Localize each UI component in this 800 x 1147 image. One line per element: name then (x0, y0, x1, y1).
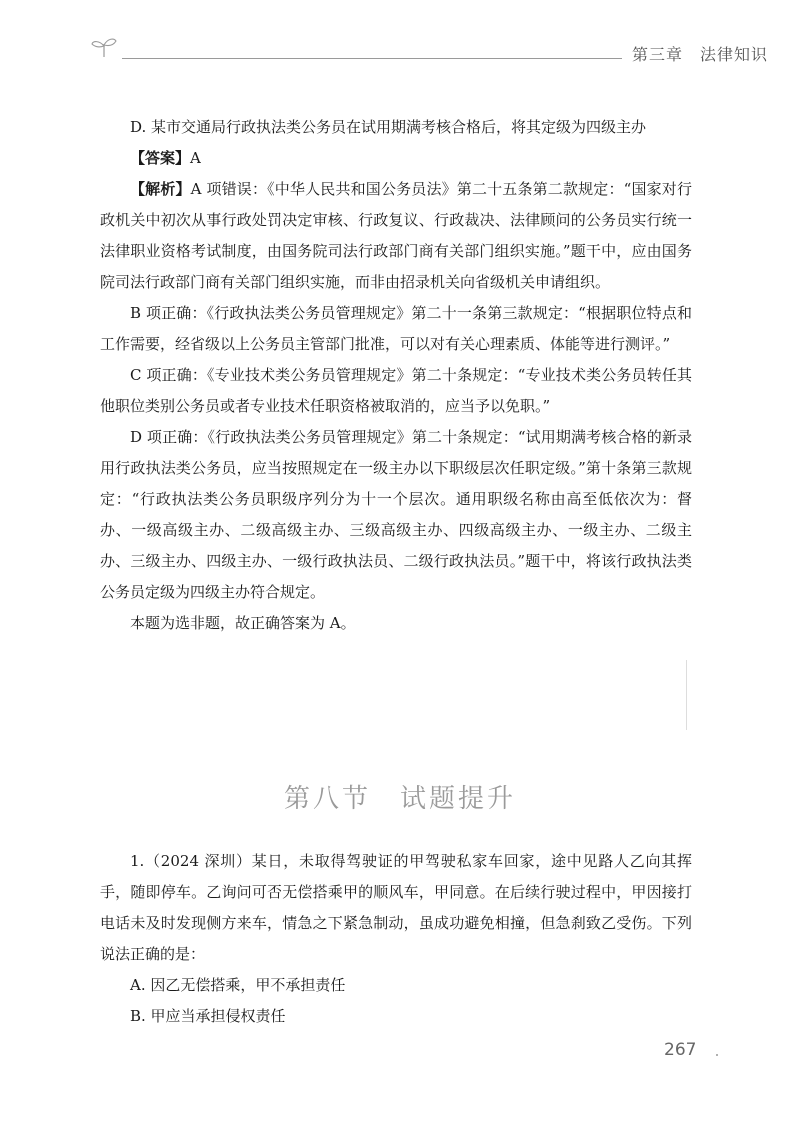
question-option-b: B. 甲应当承担侵权责任 (130, 1007, 286, 1025)
answer-label: 【答案】 (130, 149, 191, 167)
question-stem: 1.（2024 深圳）某日，未取得驾驶证的甲驾驶私家车回家，途中见路人乙向其挥手，随即停车。乙询问可否无偿搭乘甲的顺风车，甲同意。在后续行驶过程中，甲因接打电话未及时发现侧方来车，情急之下紧急制动，虽成功避免相撞，但急刹致乙受伤。下列说法正确的是： (100, 852, 692, 963)
analysis-d-text: D 项正确：《行政执法类公务员管理规定》第二十条规定：“试用期满考核合格的新录用行政执法类公务员，应当按照规定在一级主办以下职级层次任职定级。”第十条第三款规定：“行政执法类公务员职级序列分为十一个层次。通用职级名称由高至低依次为：督办、一级高级主办、二级高级主办、三级高级主办、四级高级主办、一级主办、二级主办、三级主办、四级主办、一级行政执法员、二级行政执法员。”题干中，将该行政执法类公务员定级为四级主办符合规定。 (100, 428, 692, 601)
analysis-c-text: C 项正确：《专业技术类公务员管理规定》第二十条规定：“专业技术类公务员转任其他职位类别公务员或者专业技术任职资格被取消的，应当予以免职。” (100, 366, 692, 415)
section-title: 第八节 试题提升 (283, 784, 516, 814)
conclusion-text: 本题为选非题，故正确答案为 A。 (130, 614, 356, 632)
page-header (90, 32, 769, 72)
analysis-a-text: A 项错误：《中华人民共和国公务员法》第二十五条第二款规定：“国家对行政机关中初次从事行政处罚决定审核、行政复议、行政裁决、法律顾问的公务员实行统一法律职业资格考试制度，由国务院司法行政部门商有关部门组织实施。”题干中，应由国务院司法行政部门商有关部门组织实施，而非由招录机关向省级机关申请组织。 (100, 180, 692, 291)
margin-mark (686, 660, 687, 730)
explanation-body (100, 112, 692, 639)
answer-line (100, 143, 692, 174)
analysis-paragraph (100, 174, 692, 298)
question-option-a: A. 因乙无偿搭乘，甲不承担责任 (130, 976, 346, 994)
analysis-label: 【解析】 (130, 180, 191, 198)
question-block (100, 846, 692, 1032)
answer-value: A (190, 149, 201, 167)
header-divider (122, 58, 622, 59)
page-number: 267 (664, 1040, 697, 1060)
sprout-icon (90, 36, 118, 58)
analysis-b-text: B 项正确：《行政执法类公务员管理规定》第二十一条第三款规定：“根据职位特点和工作需要，经省级以上公务员主管部门批准，可以对有关心理素质、体能等进行测评。” (100, 304, 692, 353)
page-dot (716, 1054, 718, 1056)
option-d-text: D. 某市交通局行政执法类公务员在试用期满考核合格后，将其定级为四级主办 (130, 118, 647, 136)
chapter-title: 第三章 法律知识 (632, 45, 769, 64)
